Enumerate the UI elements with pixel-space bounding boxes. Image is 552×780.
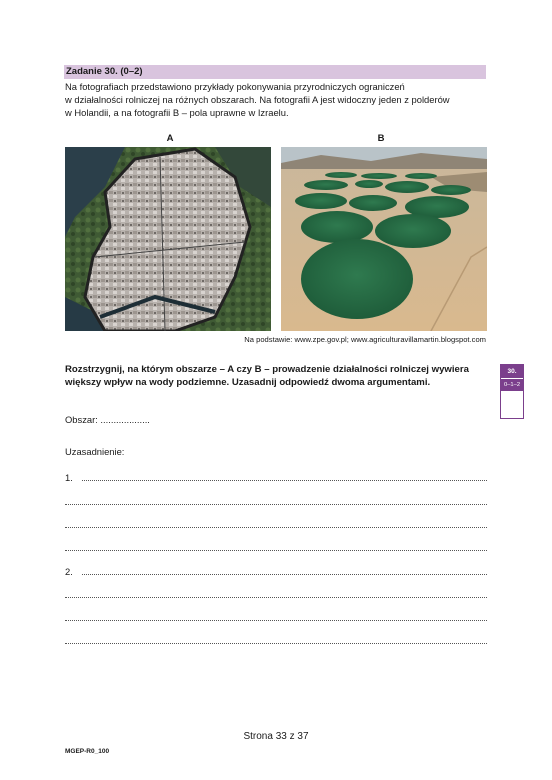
exam-code: MGEP-R0_100 xyxy=(65,748,110,755)
answer-line[interactable] xyxy=(65,550,487,551)
area-answer-field[interactable]: Obszar: ................... xyxy=(65,414,150,425)
justification-label: Uzasadnienie: xyxy=(65,446,125,457)
task-header: Zadanie 30. (0–2) xyxy=(64,65,486,79)
answer-line[interactable] xyxy=(65,527,487,528)
answer-line[interactable] xyxy=(65,504,487,505)
photo-b-label: B xyxy=(377,133,385,144)
answer-line[interactable] xyxy=(65,597,487,598)
photo-source: Na podstawie: www.zpe.gov.pl; www.agriculturavillamartin.blogspot.com xyxy=(244,335,486,344)
score-task-number: 30. xyxy=(501,365,523,378)
item-number-1: 1. xyxy=(65,472,73,483)
intro-line: w Holandii, a na fotografii B – pola uprawne w Izraelu. xyxy=(65,107,289,119)
task-intro xyxy=(65,80,495,120)
intro-line: w działalności rolniczej na różnych obszarach. Na fotografii A jest widoczny jeden z polderów xyxy=(65,94,450,106)
answer-line[interactable] xyxy=(65,643,487,644)
answer-line[interactable] xyxy=(65,620,487,621)
photo-a-label: A xyxy=(166,133,174,144)
page-number: Strona 33 z 37 xyxy=(243,731,309,742)
intro-line: Na fotografiach przedstawiono przykłady pokonywania przyrodniczych ograniczeń xyxy=(65,81,405,92)
question-text: Rozstrzygnij, na którym obszarze – A czy B – prowadzenie działalności rolniczej wywiera większy wpływ na wody podziemne. Uzasadnij odpowiedź dwoma argumentami. xyxy=(65,364,469,389)
score-points: 0–1–2 xyxy=(501,378,523,391)
answer-line[interactable] xyxy=(82,480,487,481)
photo-b-fields xyxy=(281,147,487,331)
item-number-2: 2. xyxy=(65,566,73,577)
answer-line[interactable] xyxy=(82,574,487,575)
score-box xyxy=(500,364,524,419)
photo-a-polder xyxy=(65,147,271,331)
